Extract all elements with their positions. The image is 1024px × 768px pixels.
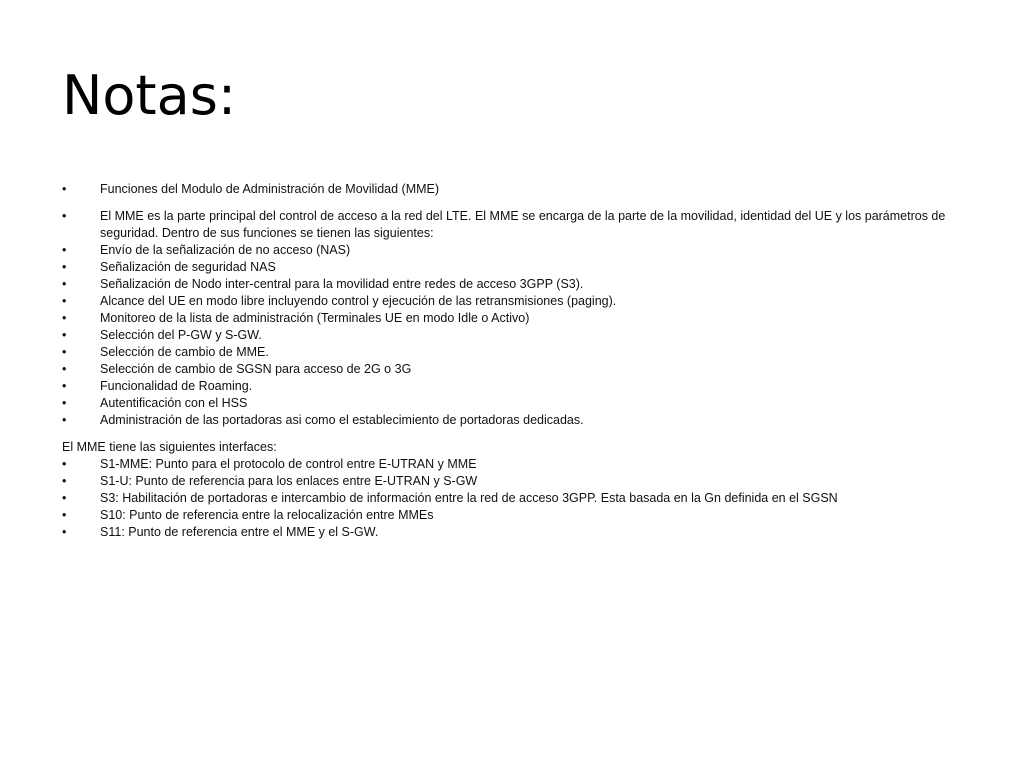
list-item	[62, 378, 962, 395]
list-item	[62, 181, 962, 198]
list-item-text: S1-MME: Punto para el protocolo de control entre E-UTRAN y MME	[100, 457, 477, 471]
bullet-icon: •	[62, 277, 67, 291]
list-item	[62, 327, 962, 344]
list-item-text: Envío de la señalización de no acceso (NAS)	[100, 243, 351, 257]
page-title: Notas:	[62, 64, 237, 127]
list-item-text: Alcance del UE en modo libre incluyendo control y ejecución de las retransmisiones (paging).	[100, 294, 617, 308]
list-item-text: Señalización de seguridad NAS	[100, 260, 276, 274]
list-item-text: Selección de cambio de MME.	[100, 345, 269, 359]
bullet-icon: •	[62, 328, 67, 342]
list-item	[62, 208, 962, 242]
notes-content	[62, 181, 962, 541]
bullet-icon: •	[62, 491, 67, 505]
bullet-icon: •	[62, 379, 67, 393]
list-item-text: Monitoreo de la lista de administración (Terminales UE en modo Idle o Activo)	[100, 311, 530, 325]
list-item	[62, 310, 962, 327]
list-item-text: S10: Punto de referencia entre la relocalización entre MMEs	[100, 508, 434, 522]
bullet-icon: •	[62, 345, 67, 359]
bullet-icon: •	[62, 457, 67, 471]
list-item	[62, 395, 962, 412]
list-item-text: S3: Habilitación de portadoras e intercambio de información entre la red de acceso 3GPP. Esta basada en la Gn definida en el SGSN	[100, 491, 838, 505]
bullet-icon: •	[62, 362, 67, 376]
bullet-icon: •	[62, 474, 67, 488]
list-item	[62, 412, 962, 429]
bullet-icon: •	[62, 508, 67, 522]
list-item-text: S1-U: Punto de referencia para los enlaces entre E-UTRAN y S-GW	[100, 474, 478, 488]
list-item-text: Selección de cambio de SGSN para acceso de 2G o 3G	[100, 362, 412, 376]
list-item	[62, 524, 962, 541]
list-item	[62, 507, 962, 524]
bullet-icon: •	[62, 243, 67, 257]
list-item	[62, 242, 962, 259]
list-item	[62, 344, 962, 361]
list-item	[62, 293, 962, 310]
list-item	[62, 276, 962, 293]
interfaces-heading: El MME tiene las siguientes interfaces:	[62, 440, 277, 454]
bullet-icon: •	[62, 525, 67, 539]
list-item	[62, 490, 962, 507]
bullet-icon: •	[62, 413, 67, 427]
list-item-text: El MME es la parte principal del control de acceso a la red del LTE. El MME se encarga de la parte de la movilidad, identidad del UE y los parámetros de seguridad. Dentro de sus funciones se tienen las siguientes:	[100, 209, 946, 240]
bullet-icon: •	[62, 396, 67, 410]
list-item-text: Señalización de Nodo inter-central para la movilidad entre redes de acceso 3GPP (S3).	[100, 277, 584, 291]
bullet-icon: •	[62, 311, 67, 325]
bullet-icon: •	[62, 182, 67, 196]
bullet-icon: •	[62, 260, 67, 274]
list-item-text: Funciones del Modulo de Administración de Movilidad (MME)	[100, 182, 440, 196]
list-item-text: Selección del P-GW y S-GW.	[100, 328, 262, 342]
list-item-text: Autentificación con el HSS	[100, 396, 248, 410]
list-item-text: S11: Punto de referencia entre el MME y el S-GW.	[100, 525, 379, 539]
list-item-text: Funcionalidad de Roaming.	[100, 379, 253, 393]
list-item	[62, 361, 962, 378]
list-item-text: Administración de las portadoras asi como el establecimiento de portadoras dedicadas.	[100, 413, 584, 427]
bullet-icon: •	[62, 209, 67, 223]
bullet-icon: •	[62, 294, 67, 308]
list-item	[62, 259, 962, 276]
list-item	[62, 473, 962, 490]
list-item	[62, 456, 962, 473]
